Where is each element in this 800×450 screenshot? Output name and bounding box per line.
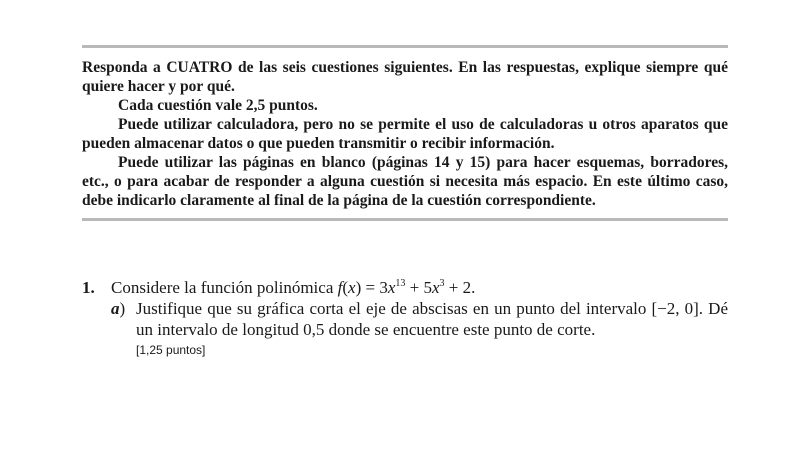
formula-plus-term: + 5 — [405, 278, 432, 297]
function-variable: x — [348, 278, 356, 297]
instructions-paragraph-1: Responda a CUATRO de las seis cuestiones siguientes. En las respuestas, explique siempre qué quiere hacer y por qué. — [82, 59, 728, 95]
top-divider — [82, 45, 728, 48]
formula-tail: + 2. — [444, 278, 476, 297]
formula-x-term-1: x — [387, 278, 396, 297]
formula-first-coefficient: ) = 3 — [355, 278, 388, 297]
instructions-paragraph-2: Cada cuestión vale 2,5 puntos. — [118, 97, 318, 114]
question-1 — [82, 277, 728, 358]
question-1-statement — [82, 277, 728, 298]
bottom-divider — [82, 218, 728, 221]
question-intro: Considere la función polinómica — [111, 278, 334, 297]
part-a-paren: ) — [119, 299, 126, 318]
instructions-paragraph-4: Puede utilizar las páginas en blanco (páginas 14 y 15) para hacer esquemas, borradores, etc., o para acabar de responder a alguna cuestión si necesita más espacio. En este último caso, debe indicarlo claramente al final de la página de la cuestión correspondiente. — [82, 154, 728, 209]
instructions-paragraph-3: Puede utilizar calculadora, pero no se permite el uso de calculadoras u otros aparatos que pueden almacenar datos o que pueden transmitir o recibir información. — [82, 116, 728, 152]
question-number: 1. — [82, 278, 95, 297]
formula-exponent-2: 3 — [439, 278, 445, 289]
formula-open-paren: ( — [342, 278, 349, 297]
formula-exponent-1: 13 — [395, 278, 406, 289]
question-1-part-a — [82, 298, 728, 340]
part-a-label — [111, 298, 125, 319]
function-formula — [338, 278, 476, 297]
part-a-text: Justifique que su gráfica corta el eje de abscisas en un punto del intervalo [−2, 0]. Dé un intervalo de longitud 0,5 donde se encuentre este punto de corte. — [136, 299, 728, 339]
formula-x-term-2: x — [431, 278, 440, 297]
exam-instructions — [82, 58, 728, 210]
function-name: f — [337, 278, 343, 297]
part-a-points: [1,25 puntos] — [136, 343, 206, 357]
part-a-letter: a — [111, 299, 120, 318]
